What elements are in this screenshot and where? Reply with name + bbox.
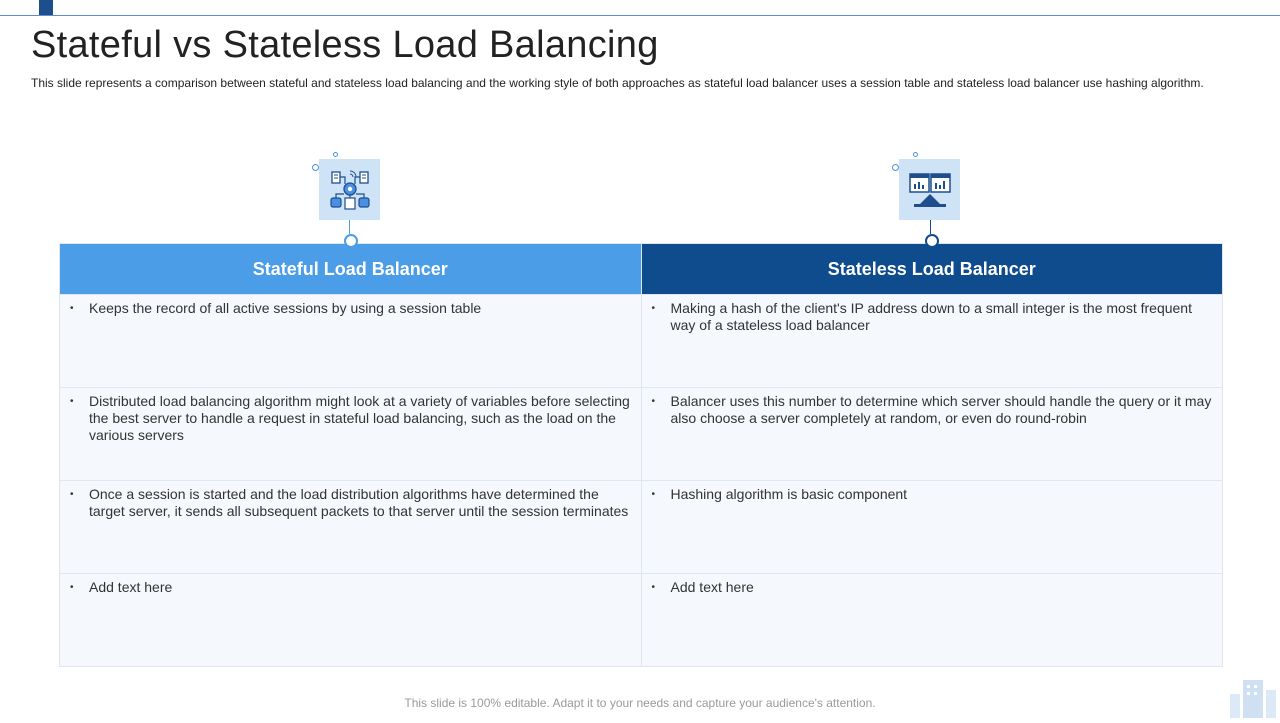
slide-subtitle: This slide represents a comparison between stateful and stateless load balancing and the working style of both approaches as stateful load balancer uses a session table and stateless load balancer use hashing algorithm.	[31, 76, 1204, 90]
top-accent-bar	[39, 0, 53, 15]
slide-title: Stateful vs Stateless Load Balancing	[31, 24, 659, 66]
connector-node	[925, 234, 939, 248]
cell-text: Add text here	[89, 579, 173, 595]
decorative-circle	[333, 152, 338, 157]
top-divider-line	[0, 15, 1280, 16]
cell-text: Hashing algorithm is basic component	[670, 486, 908, 502]
table-row	[60, 294, 1222, 387]
monitor-dashboard-icon	[899, 159, 960, 220]
server-network-icon	[319, 159, 380, 220]
table-cell	[641, 295, 1223, 387]
cell-text: Add text here	[670, 579, 754, 595]
cell-text: Making a hash of the client's IP address down to a small integer is the most frequent way of a stateless load balancer	[670, 300, 1192, 333]
cell-text: Distributed load balancing algorithm might look at a variety of variables before selecting the best server to handle a request in stateful load balancing, such as the load on the various servers	[89, 393, 630, 443]
connector-line	[349, 220, 350, 234]
comparison-table	[59, 243, 1223, 667]
bullet-icon: •	[651, 303, 656, 314]
table-row	[60, 573, 1222, 666]
cell-text: Once a session is started and the load distribution algorithms have determined the target server, it sends all subsequent packets to that server until the session terminates	[89, 486, 629, 519]
bullet-icon: •	[651, 582, 656, 593]
footer-note: This slide is 100% editable. Adapt it to your needs and capture your audience's attention.	[404, 696, 876, 710]
table-cell	[60, 481, 641, 573]
decorative-circle	[913, 152, 918, 157]
table-row	[60, 480, 1222, 573]
cell-text: Keeps the record of all active sessions by using a session table	[89, 300, 482, 316]
decorative-circle	[312, 164, 319, 171]
connector-node	[344, 234, 358, 248]
bullet-icon: •	[651, 396, 656, 407]
bullet-icon: •	[70, 582, 74, 593]
table-row	[60, 387, 1222, 480]
table-cell	[641, 481, 1223, 573]
table-cell	[60, 295, 641, 387]
cell-text: Balancer uses this number to determine which server should handle the query or it may also choose a server completely at random, or even do round-robin	[670, 393, 1212, 426]
table-header-row	[60, 244, 1222, 294]
connector-line	[930, 220, 931, 234]
table-cell	[641, 388, 1223, 480]
bullet-icon: •	[70, 489, 74, 500]
building-watermark-icon	[1230, 680, 1276, 723]
stateful-header: Stateful Load Balancer	[60, 244, 641, 294]
table-cell	[60, 574, 641, 666]
bullet-icon: •	[70, 396, 74, 407]
stateless-header: Stateless Load Balancer	[641, 244, 1223, 294]
bullet-icon: •	[70, 303, 74, 314]
table-cell	[641, 574, 1223, 666]
bullet-icon: •	[651, 489, 656, 500]
table-cell	[60, 388, 641, 480]
decorative-circle	[892, 164, 899, 171]
